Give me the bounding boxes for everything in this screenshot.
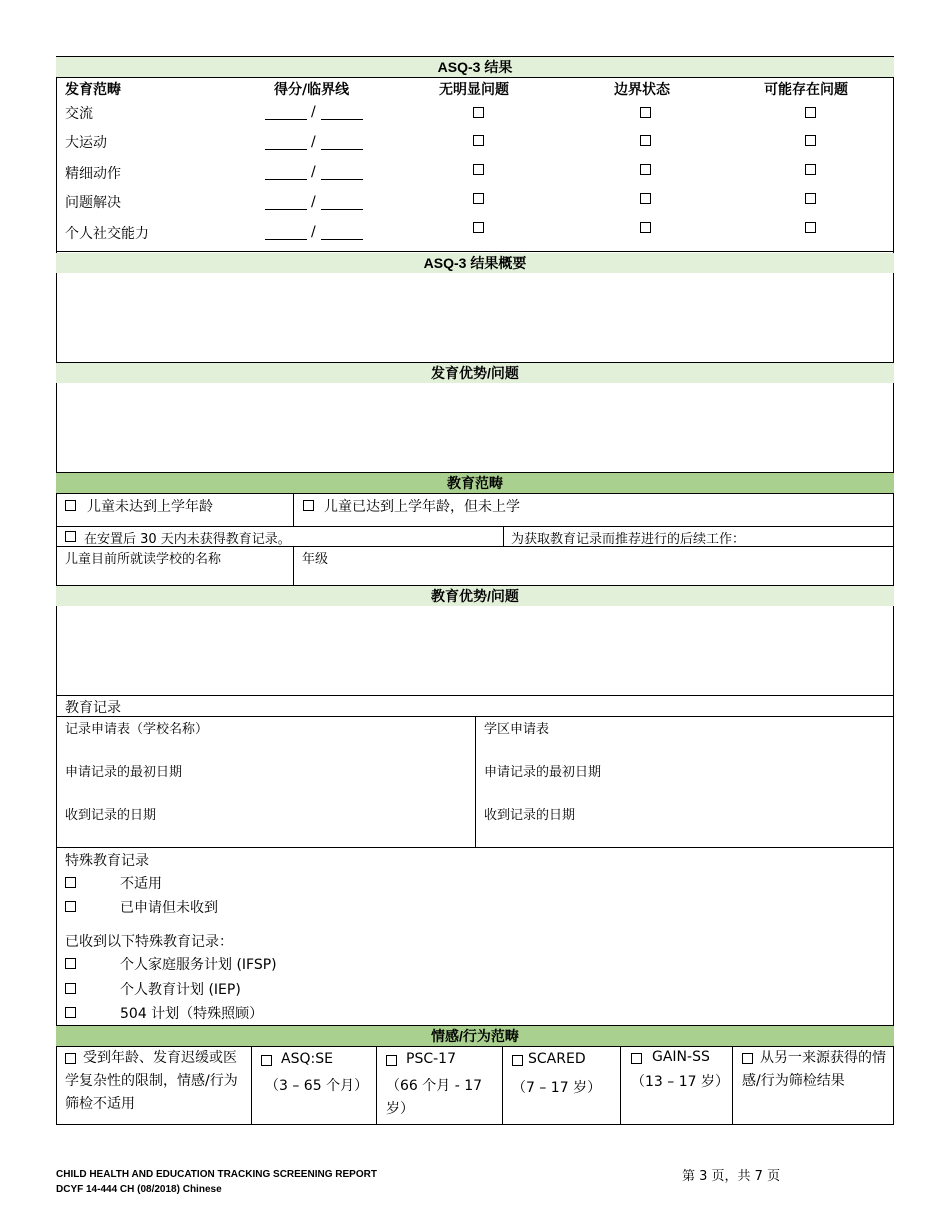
- emotional-na-label: 受到年龄、发育迟缓或医学复杂性的限制，情感/行为筛检不适用: [65, 1050, 238, 1112]
- score-separator: /: [311, 134, 316, 150]
- possible-problem-checkbox[interactable]: [805, 107, 816, 118]
- no-concern-checkbox[interactable]: [473, 135, 484, 146]
- cutoff-input[interactable]: [321, 134, 363, 150]
- emotional-header: 情感/行为范畴: [56, 1026, 894, 1046]
- no-concern-checkbox[interactable]: [473, 193, 484, 204]
- divider: [732, 1046, 733, 1125]
- possible-problem-checkbox[interactable]: [805, 164, 816, 175]
- school-initial-date-label: 申请记录的最初日期: [65, 765, 183, 780]
- score-separator: /: [311, 194, 316, 210]
- scared-checkbox[interactable]: [512, 1055, 523, 1066]
- gain-ss-age: （13 – 17 岁）: [631, 1074, 729, 1090]
- school-request-label: 记录申请表（学校名称）: [65, 722, 209, 737]
- education-header: 教育范畴: [56, 473, 894, 493]
- borderline-checkbox[interactable]: [640, 193, 651, 204]
- score-separator: /: [311, 224, 316, 240]
- ifsp-label: 个人家庭服务计划 (IFSP): [120, 957, 277, 973]
- borderline-checkbox[interactable]: [640, 222, 651, 233]
- district-request-label: 学区申请表: [484, 722, 550, 737]
- score-separator: /: [311, 104, 316, 120]
- gain-ss-label: GAIN-SS: [652, 1049, 710, 1065]
- borderline-checkbox[interactable]: [640, 164, 651, 175]
- divider: [503, 526, 504, 546]
- scared-age: （7 – 17 岁）: [512, 1080, 602, 1096]
- grade-label: 年级: [302, 552, 329, 567]
- divider: [502, 1046, 503, 1125]
- special-ed-na-label: 不适用: [120, 876, 162, 892]
- asq-se-label: ASQ:SE: [281, 1051, 333, 1067]
- cutoff-input[interactable]: [321, 104, 363, 120]
- divider: [376, 1046, 377, 1125]
- borderline-checkbox[interactable]: [640, 135, 651, 146]
- psc17-label: PSC-17: [406, 1051, 456, 1067]
- footer-form-title: CHILD HEALTH AND EDUCATION TRACKING SCREENING REPORT: [56, 1169, 377, 1180]
- score-input[interactable]: [265, 104, 307, 120]
- edu-strengths-header: 教育优势/问题: [56, 586, 894, 606]
- district-received-date-label: 收到记录的日期: [484, 808, 576, 823]
- domain-label: 精细动作: [65, 166, 121, 182]
- col-header-no-concern: 无明显问题: [439, 82, 509, 98]
- score-input[interactable]: [265, 224, 307, 240]
- col-header-borderline: 边界状态: [614, 82, 670, 98]
- domain-label: 个人社交能力: [65, 226, 149, 242]
- edu-records-title: 教育记录: [65, 700, 121, 716]
- asq-se-checkbox[interactable]: [261, 1055, 272, 1066]
- score-input[interactable]: [265, 194, 307, 210]
- gain-ss-checkbox[interactable]: [631, 1053, 642, 1064]
- not-school-age-checkbox[interactable]: [65, 500, 76, 511]
- divider: [293, 493, 294, 526]
- domain-label: 交流: [65, 106, 93, 122]
- divider: [475, 716, 476, 848]
- special-ed-requested-label: 已申请但未收到: [120, 900, 218, 916]
- psc17-age: （66 个月 - 17 岁）: [386, 1078, 483, 1117]
- special-ed-received-title: 已收到以下特殊教育记录：: [65, 934, 233, 950]
- no-concern-checkbox[interactable]: [473, 107, 484, 118]
- divider: [56, 526, 894, 527]
- other-source-label: 从另一来源获得的情感/行为筛检结果: [742, 1050, 886, 1089]
- footer-form-number: DCYF 14-444 CH (08/2018) Chinese: [56, 1184, 222, 1195]
- domain-label: 大运动: [65, 135, 107, 151]
- divider: [56, 77, 894, 78]
- special-ed-na-checkbox[interactable]: [65, 877, 76, 888]
- possible-problem-checkbox[interactable]: [805, 193, 816, 204]
- score-input[interactable]: [265, 134, 307, 150]
- no-records-30-label: 在安置后 30 天内未获得教育记录。: [84, 532, 291, 547]
- col-header-score: 得分/临界线: [274, 82, 350, 98]
- divider: [620, 1046, 621, 1125]
- domain-label: 问题解决: [65, 195, 121, 211]
- cutoff-input[interactable]: [321, 164, 363, 180]
- school-age-not-enrolled-label: 儿童已达到上学年龄，但未上学: [324, 499, 520, 515]
- divider: [293, 546, 294, 586]
- dev-strengths-header: 发育优势/问题: [56, 363, 894, 383]
- scared-label: SCARED: [528, 1051, 586, 1067]
- no-concern-checkbox[interactable]: [473, 222, 484, 233]
- col-header-possible-problem: 可能存在问题: [764, 82, 848, 98]
- iep-label: 个人教育计划 (IEP): [120, 982, 241, 998]
- not-school-age-label: 儿童未达到上学年龄: [87, 499, 213, 515]
- page-number: 第 3 页，共 7 页: [682, 1169, 781, 1184]
- district-initial-date-label: 申请记录的最初日期: [484, 765, 602, 780]
- followup-label: 为获取教育记录而推荐进行的后续工作：: [511, 532, 746, 547]
- special-ed-requested-checkbox[interactable]: [65, 901, 76, 912]
- divider: [56, 493, 894, 494]
- col-header-domain: 发育范畴: [65, 82, 121, 98]
- iep-checkbox[interactable]: [65, 983, 76, 994]
- borderline-checkbox[interactable]: [640, 107, 651, 118]
- plan-504-label: 504 计划（特殊照顾）: [120, 1006, 264, 1022]
- asq-results-header: ASQ-3 结果: [56, 57, 894, 77]
- ifsp-checkbox[interactable]: [65, 958, 76, 969]
- plan-504-checkbox[interactable]: [65, 1007, 76, 1018]
- no-concern-checkbox[interactable]: [473, 164, 484, 175]
- school-age-not-enrolled-checkbox[interactable]: [303, 500, 314, 511]
- score-input[interactable]: [265, 164, 307, 180]
- divider: [251, 1046, 252, 1125]
- school-received-date-label: 收到记录的日期: [65, 808, 157, 823]
- possible-problem-checkbox[interactable]: [805, 222, 816, 233]
- asq-summary-header: ASQ-3 结果概要: [56, 253, 894, 273]
- asq-se-age: （3 – 65 个月）: [265, 1078, 369, 1094]
- score-separator: /: [311, 164, 316, 180]
- school-name-label: 儿童目前所就读学校的名称: [65, 552, 222, 567]
- no-records-30-checkbox[interactable]: [65, 531, 76, 542]
- possible-problem-checkbox[interactable]: [805, 135, 816, 146]
- psc17-checkbox[interactable]: [386, 1055, 397, 1066]
- cutoff-input[interactable]: [321, 224, 363, 240]
- cutoff-input[interactable]: [321, 194, 363, 210]
- special-ed-title: 特殊教育记录: [65, 853, 149, 869]
- divider: [56, 546, 894, 547]
